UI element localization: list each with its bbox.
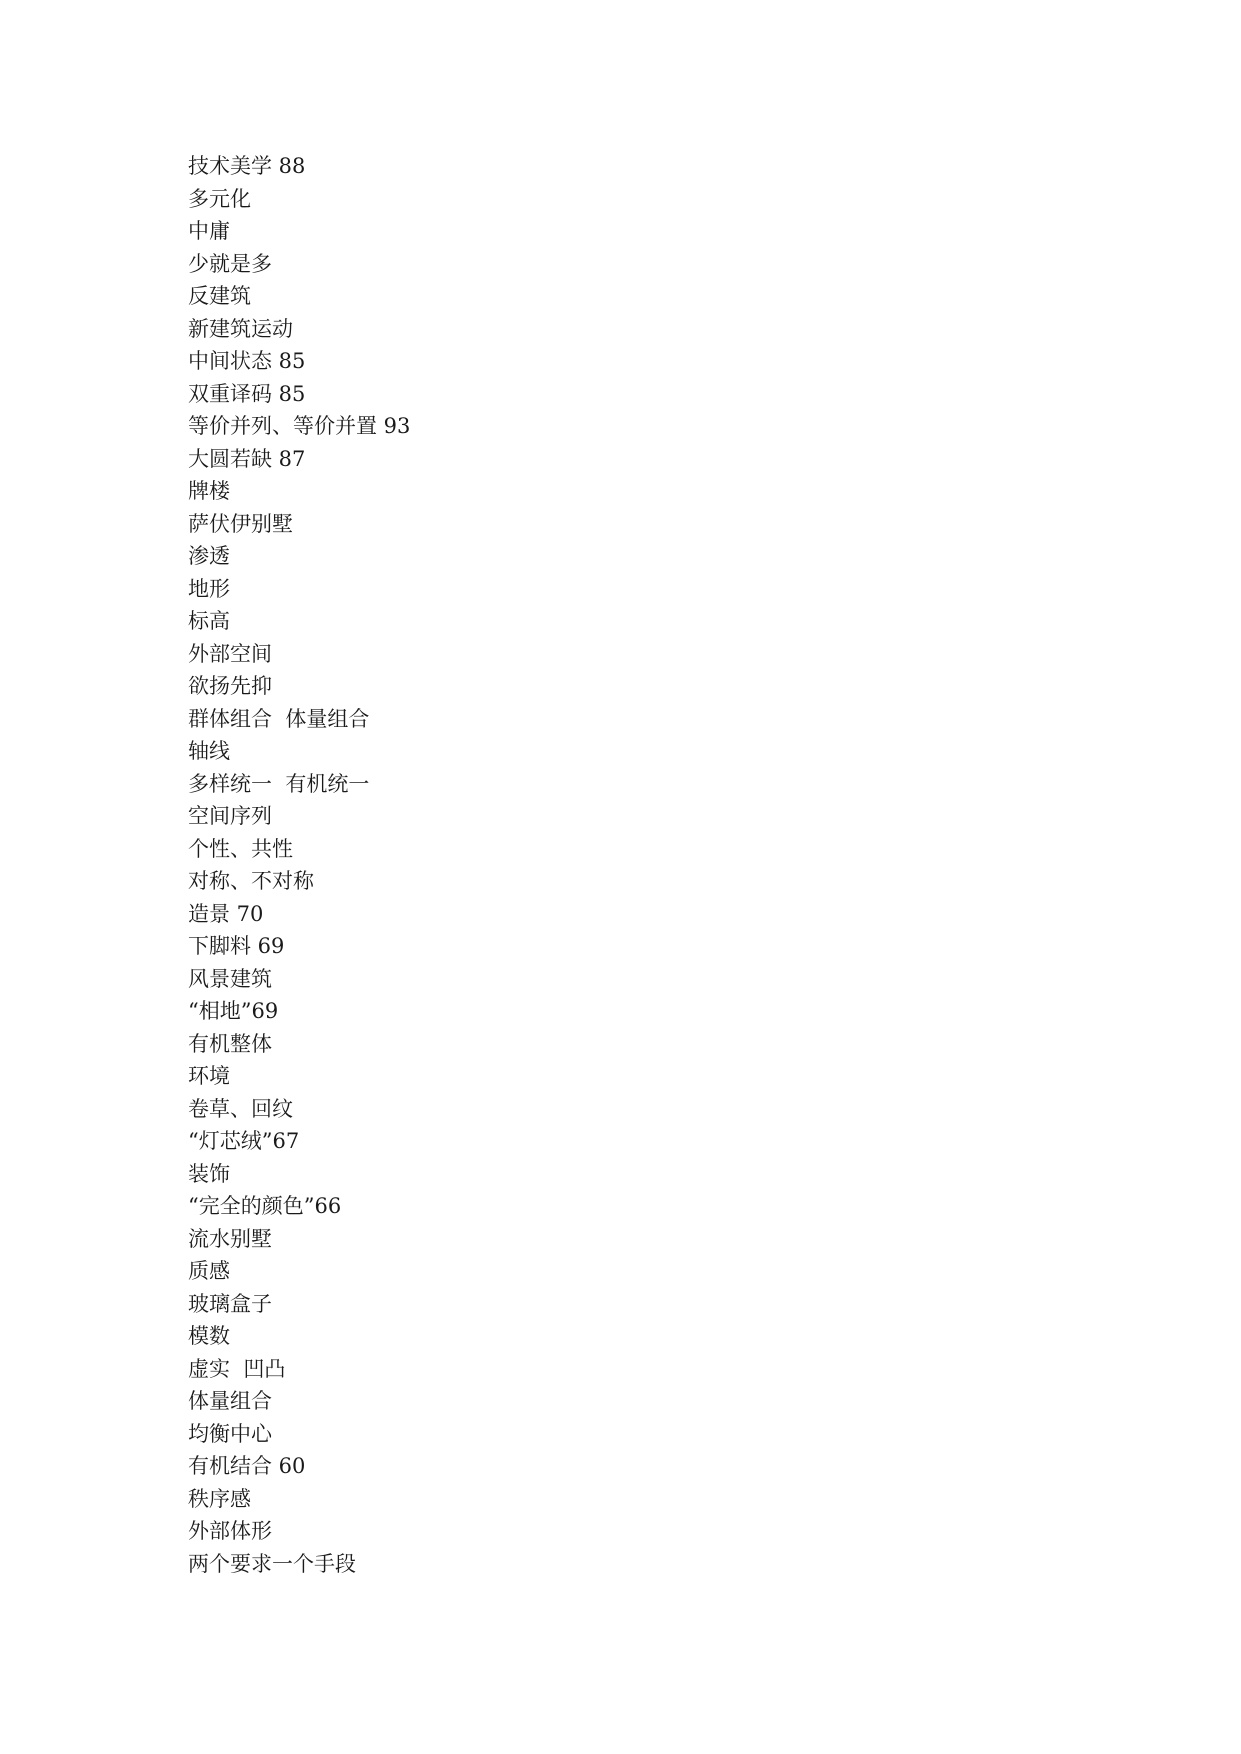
term-list [188,150,410,1580]
term-item: 玻璃盒子 [188,1291,272,1316]
term-item: 个性、共性 [188,836,293,861]
term-item: 外部体形 [188,1519,272,1543]
term-item: 欲扬先抑 [188,674,272,698]
term-item: 少就是多 [188,251,272,276]
term-item: 双重译码 85 [188,381,306,406]
term-item: 环境 [188,1064,230,1088]
term-item: 秩序感 [188,1486,251,1511]
term-item: 地形 [188,576,230,601]
term-item: 反建筑 [188,284,251,308]
term-item: 装饰 [188,1161,230,1186]
term-item: 造景 70 [188,901,264,926]
term-item: 流水别墅 [188,1226,272,1251]
term-item: 渗透 [188,544,230,568]
term-item: 中庸 [188,219,230,243]
term-item: 技术美学 88 [188,154,306,178]
term-item: 两个要求一个手段 [188,1551,356,1576]
term-item: 等价并列、等价并置 93 [188,414,411,438]
term-item: 质感 [188,1259,230,1283]
term-item: 有机整体 [188,1031,272,1056]
term-item: 空间序列 [188,804,272,828]
term-item: 外部空间 [188,641,272,666]
term-item: 体量组合 [188,1389,272,1413]
term-item: 卷草、回纹 [188,1096,293,1121]
term-item: 萨伏伊别墅 [188,511,293,536]
term-item: 有机结合 60 [188,1454,306,1478]
term-item: 风景建筑 [188,966,272,991]
term-item: 虚实 凹凸 [188,1356,286,1381]
term-item: 群体组合 体量组合 [188,706,370,731]
term-item: 中间状态 85 [188,349,306,373]
term-item: 大圆若缺 87 [188,446,306,471]
term-item: 模数 [188,1324,230,1348]
term-item: “完全的颜色”66 [188,1194,342,1218]
term-item: “灯芯绒”67 [188,1129,300,1153]
term-item: 轴线 [188,739,230,763]
term-item: 均衡中心 [188,1421,272,1446]
term-item: 多样统一 有机统一 [188,771,370,796]
term-item: 对称、不对称 [188,869,314,893]
term-item: “相地”69 [188,999,279,1023]
term-item: 多元化 [188,186,251,211]
term-item: 牌楼 [188,479,230,503]
term-item: 新建筑运动 [188,316,293,341]
term-item: 标高 [188,609,230,633]
term-item: 下脚料 69 [188,934,285,958]
